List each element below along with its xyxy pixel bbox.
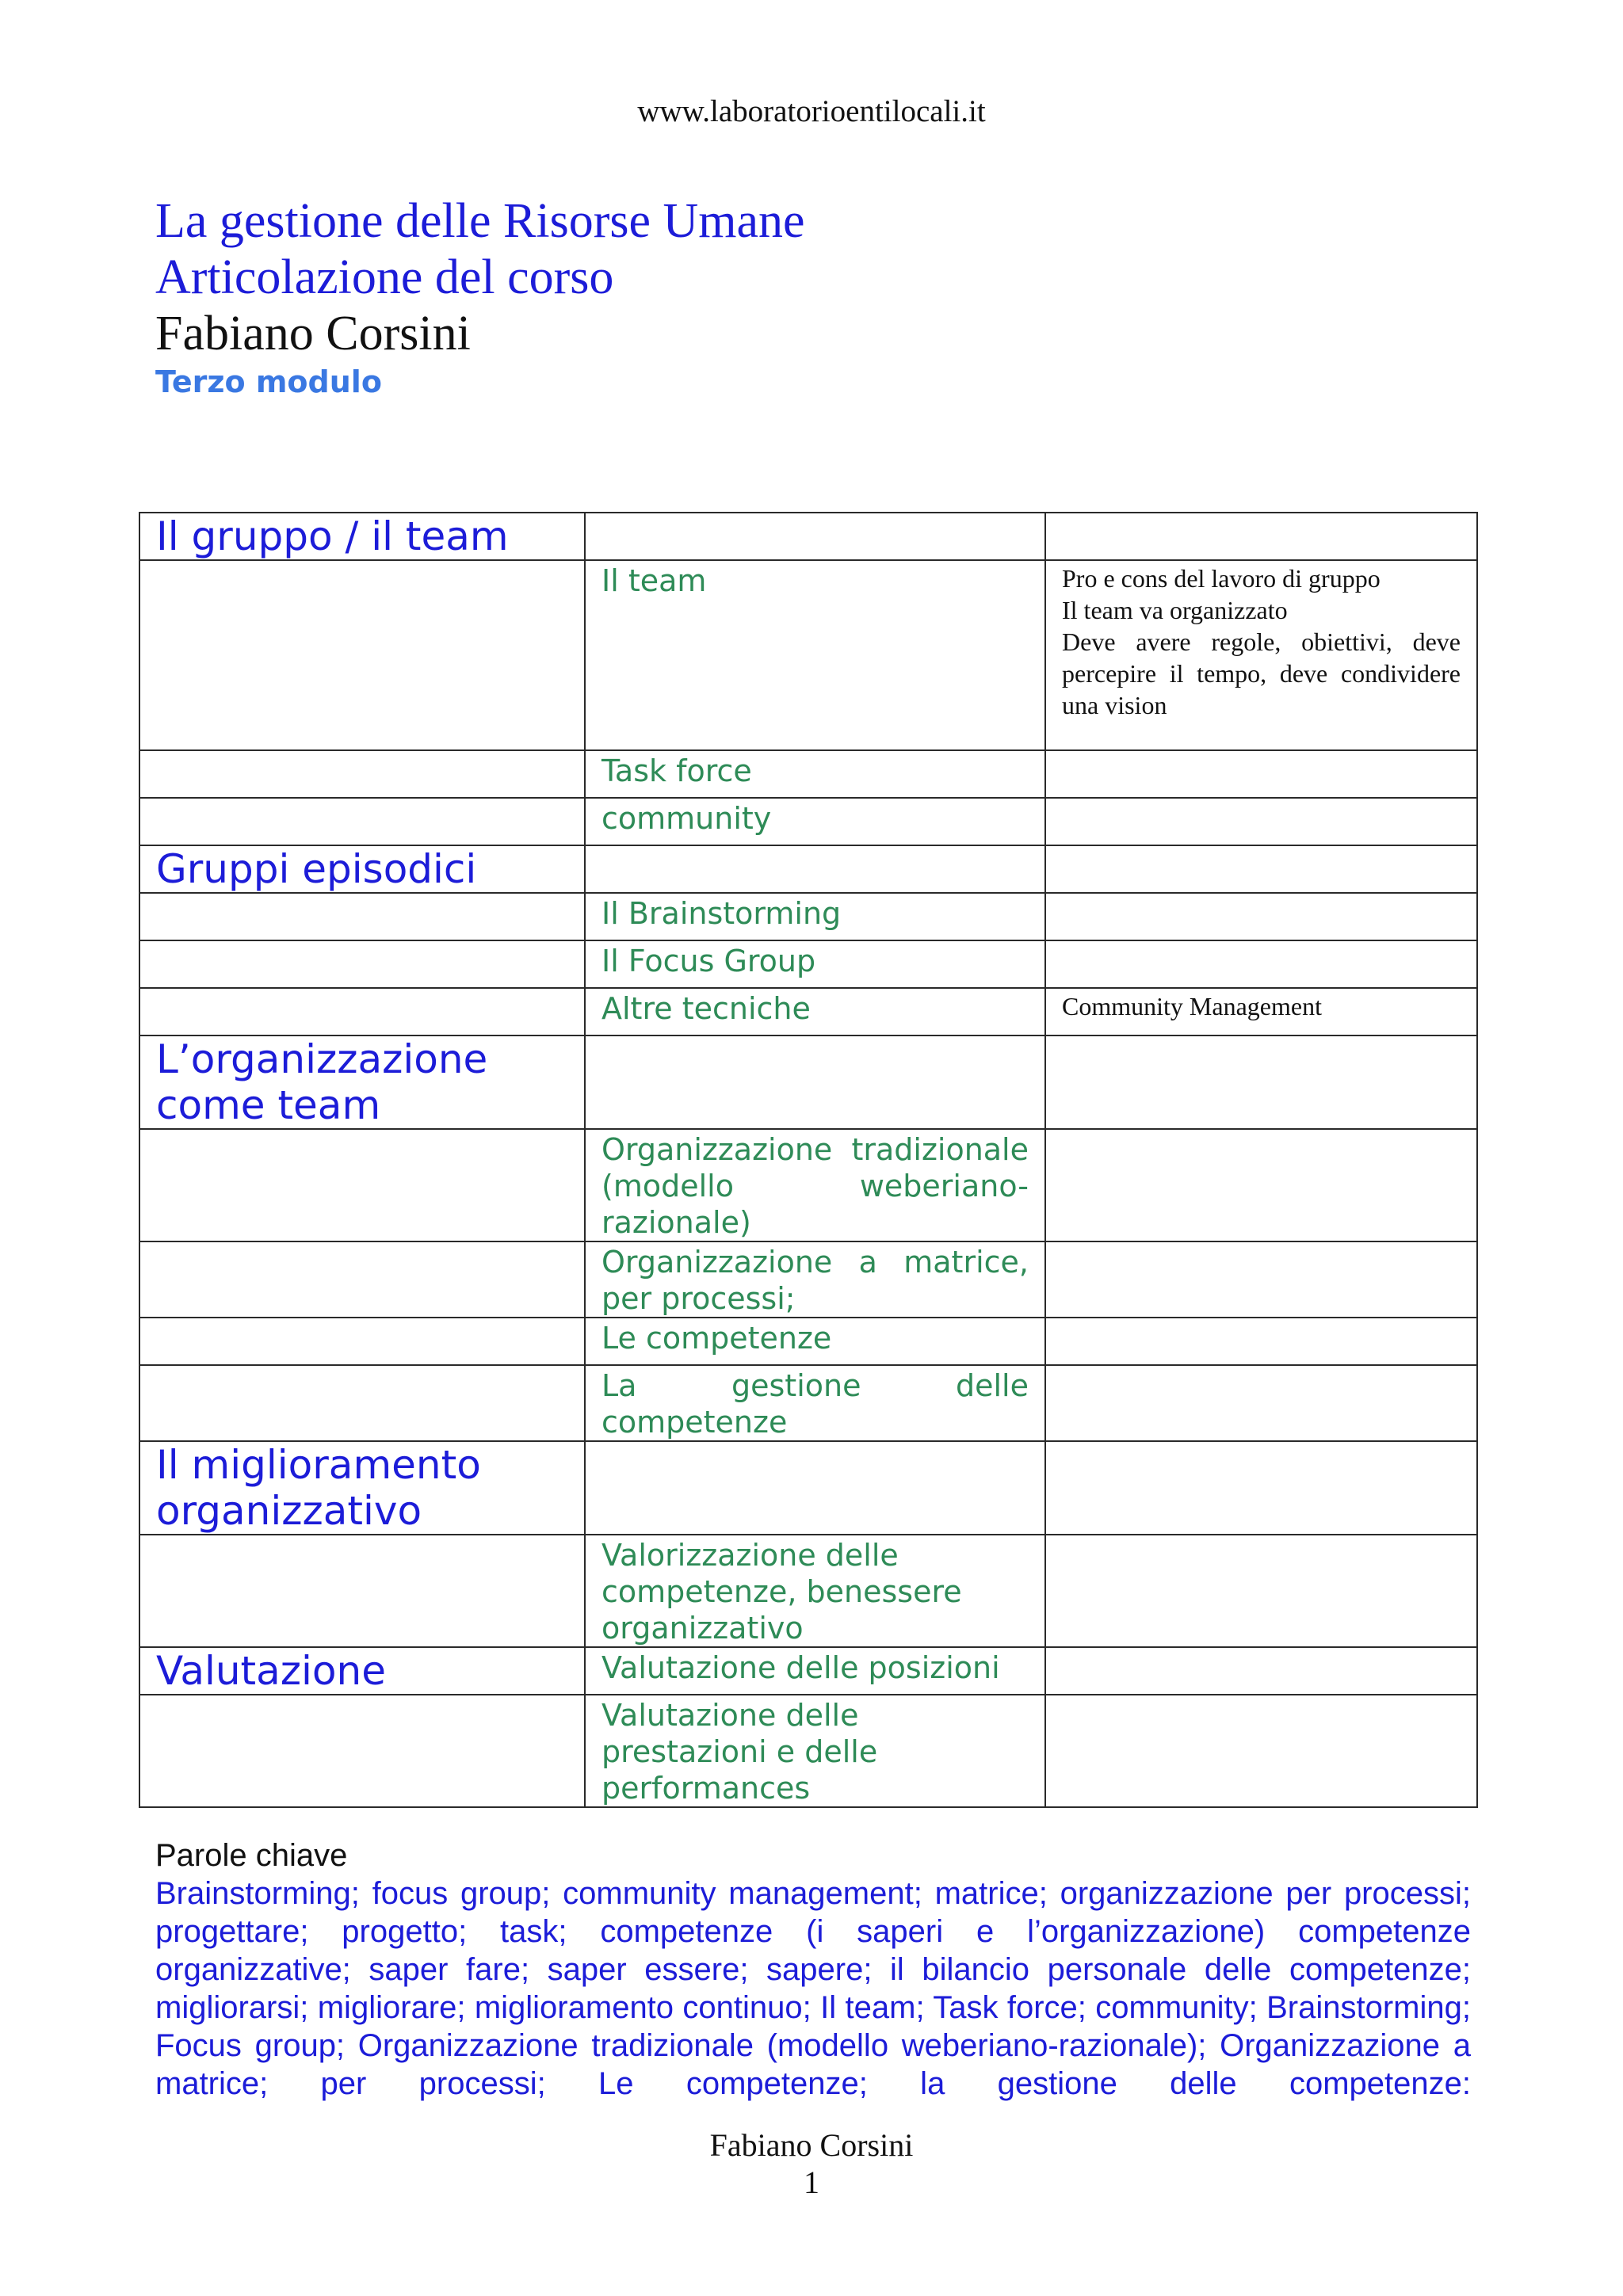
- note-text: Deve avere regole, obiettivi, deve percepire il tempo, deve condividere una vision: [1062, 627, 1461, 719]
- note-text: Pro e cons del lavoro di gruppo: [1062, 564, 1381, 593]
- footer-author: Fabiano Corsini: [709, 2127, 914, 2163]
- section-cell: [139, 845, 585, 893]
- topic-cell: [585, 1647, 1045, 1695]
- topic-text: community: [601, 801, 772, 836]
- section-cell: [139, 750, 585, 798]
- note-cell: [1045, 1535, 1477, 1647]
- note-cell: [1045, 893, 1477, 940]
- topic-cell: [585, 988, 1045, 1035]
- table-row: [139, 560, 1477, 750]
- section-title: Gruppi episodici: [156, 846, 477, 892]
- author-name: Fabiano Corsini: [155, 307, 471, 360]
- section-cell: [139, 988, 585, 1035]
- keywords-text: Brainstorming; focus group; community management; matrice; organizzazione per processi; progettare; progetto; task; competenze (i saperi e l’organizzazione) competenze organizzative; saper fare; saper essere; sapere; il bilancio personale delle competenze; migliorarsi; migliorare; miglioramento continuo; Il team; Task force; community; Brainstorming; Focus group; Organizzazione tradizionale (modello weberiano-razionale); Organizzazione a matrice; per processi; Le competenze; la gestione delle competenze:: [155, 1876, 1471, 2101]
- note-cell: [1045, 1647, 1477, 1695]
- topic-cell: [585, 893, 1045, 940]
- section-cell: [139, 513, 585, 560]
- table-row: [139, 893, 1477, 940]
- note-cell: [1045, 513, 1477, 560]
- note-cell: [1045, 1241, 1477, 1318]
- table-row: [139, 1035, 1477, 1129]
- topic-cell: [585, 1318, 1045, 1365]
- section-cell: [139, 1535, 585, 1647]
- table-row: [139, 1129, 1477, 1241]
- section-cell: [139, 1695, 585, 1807]
- table-row: [139, 513, 1477, 560]
- table-row: [139, 1365, 1477, 1441]
- keywords-block: [155, 1836, 1471, 2103]
- course-subtitle: Articolazione del corso: [155, 250, 614, 304]
- note-cell: [1045, 845, 1477, 893]
- topic-text: Organizzazione tradizionale (modello weberiano-razionale): [601, 1132, 1029, 1240]
- table-row: [139, 940, 1477, 988]
- course-outline-table: [139, 512, 1478, 1808]
- note-cell: [1045, 750, 1477, 798]
- topic-text: Valorizzazione delle competenze, benessere organizzativo: [601, 1538, 962, 1646]
- table-row: [139, 1318, 1477, 1365]
- topic-cell: [585, 560, 1045, 750]
- topic-cell: [585, 845, 1045, 893]
- section-title: L’organizzazione come team: [156, 1036, 488, 1128]
- topic-cell: [585, 798, 1045, 845]
- keywords-label: Parole chiave: [155, 1838, 348, 1873]
- topic-cell: [585, 1695, 1045, 1807]
- section-cell: [139, 1318, 585, 1365]
- section-title: Il gruppo / il team: [156, 513, 509, 559]
- topic-text: Il team: [601, 563, 707, 598]
- topic-text: Le competenze: [601, 1321, 832, 1356]
- topic-cell: [585, 1241, 1045, 1318]
- topic-text: Organizzazione a matrice, per processi;: [601, 1245, 1029, 1316]
- section-cell: [139, 1241, 585, 1318]
- module-label: Terzo modulo: [155, 364, 382, 399]
- note-cell: [1045, 940, 1477, 988]
- table-row: [139, 845, 1477, 893]
- note-cell: [1045, 1365, 1477, 1441]
- table-row: [139, 1441, 1477, 1535]
- topic-cell: [585, 1129, 1045, 1241]
- course-title: La gestione delle Risorse Umane: [155, 194, 805, 248]
- section-cell: [139, 1035, 585, 1129]
- section-cell: [139, 798, 585, 845]
- table-row: [139, 988, 1477, 1035]
- note-cell: [1045, 798, 1477, 845]
- topic-cell: [585, 1535, 1045, 1647]
- note-cell: [1045, 1695, 1477, 1807]
- note-cell: [1045, 1441, 1477, 1535]
- site-url: www.laboratorioentilocali.it: [637, 94, 986, 128]
- note-cell: [1045, 1318, 1477, 1365]
- section-title: Valutazione: [156, 1648, 386, 1694]
- topic-cell: [585, 1035, 1045, 1129]
- section-cell: [139, 1647, 585, 1695]
- note-text: Community Management: [1062, 992, 1322, 1020]
- topic-text: Valutazione delle prestazioni e delle performances: [601, 1698, 878, 1806]
- note-text: Il team va organizzato: [1062, 596, 1288, 624]
- topic-text: Valutazione delle posizioni: [601, 1650, 1000, 1685]
- table-row: [139, 798, 1477, 845]
- topic-text: Il Focus Group: [601, 944, 816, 978]
- section-title: Il miglioramento organizzativo: [156, 1442, 481, 1534]
- section-cell: [139, 1129, 585, 1241]
- topic-cell: [585, 940, 1045, 988]
- table-row: [139, 1695, 1477, 1807]
- topic-cell: [585, 1441, 1045, 1535]
- table-row: [139, 1647, 1477, 1695]
- section-cell: [139, 1365, 585, 1441]
- topic-text: Altre tecniche: [601, 991, 811, 1026]
- topic-text: Il Brainstorming: [601, 896, 842, 931]
- section-cell: [139, 940, 585, 988]
- note-cell: [1045, 1129, 1477, 1241]
- topic-text: Task force: [601, 753, 752, 788]
- page-number: 1: [804, 2164, 819, 2200]
- note-cell: [1045, 988, 1477, 1035]
- topic-text: La gestione delle competenze: [601, 1368, 1029, 1440]
- section-cell: [139, 1441, 585, 1535]
- topic-cell: [585, 750, 1045, 798]
- table-row: [139, 1535, 1477, 1647]
- section-cell: [139, 560, 585, 750]
- document-title-block: [155, 193, 805, 402]
- section-cell: [139, 893, 585, 940]
- table-row: [139, 750, 1477, 798]
- table-row: [139, 1241, 1477, 1318]
- topic-cell: [585, 1365, 1045, 1441]
- note-cell: [1045, 1035, 1477, 1129]
- note-cell: [1045, 560, 1477, 750]
- topic-cell: [585, 513, 1045, 560]
